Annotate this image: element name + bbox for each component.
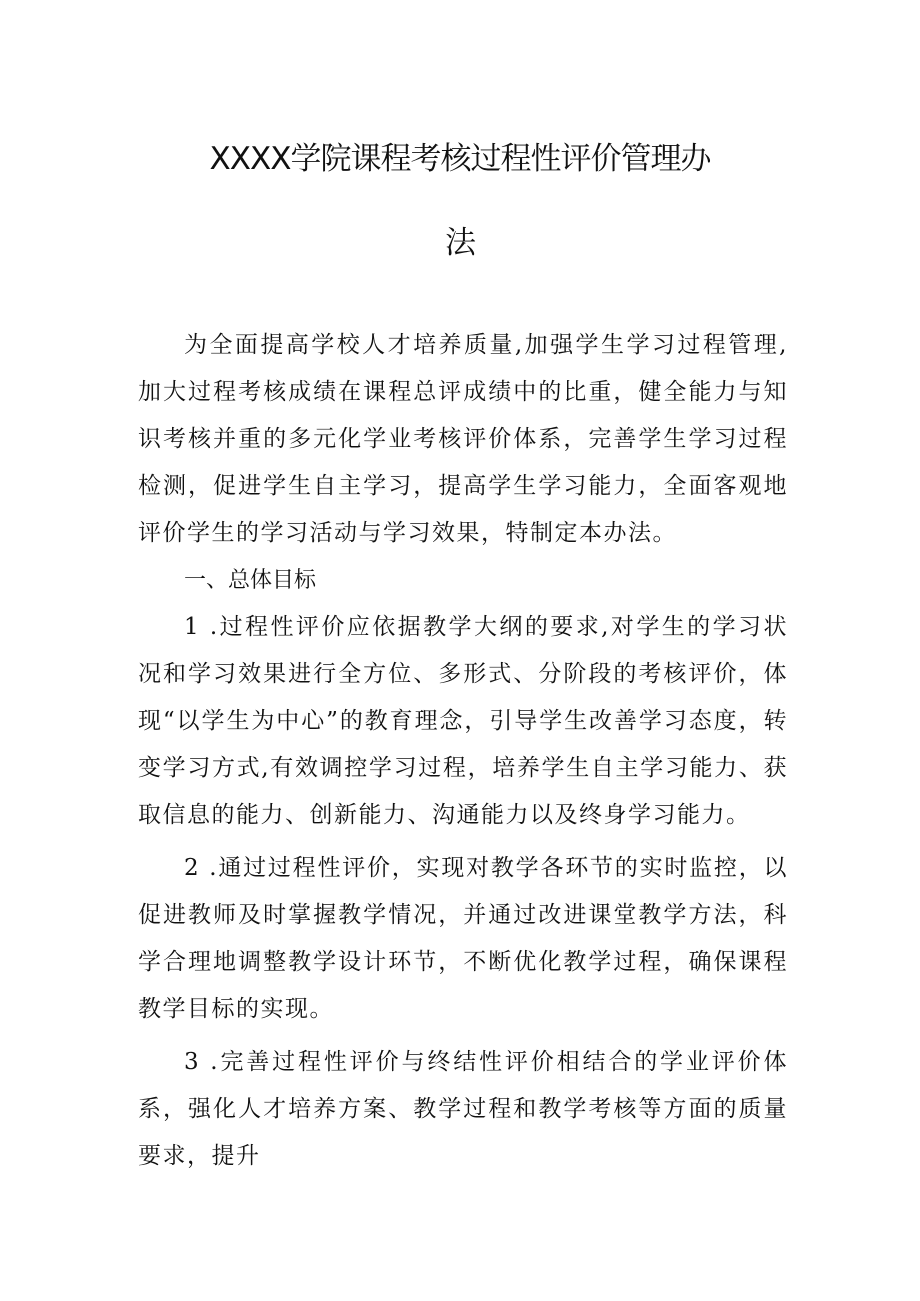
document-title-line1: XXXX学院课程考核过程性评价管理办 bbox=[209, 141, 711, 177]
section-heading-overall-goals: 一、总体目标 bbox=[184, 568, 317, 593]
document-title-line2: 法 bbox=[445, 225, 475, 261]
document-body bbox=[138, 322, 788, 1180]
goal-item-2: 2 .通过过程性评价，实现对教学各环节的实时监控，以促进教师及时掌握教学情况，并通过改进课堂教学方法，科学合理地调整教学设计环节，不断优化教学过程，确保课程教学目标的实现。 bbox=[138, 855, 788, 1022]
goal-item-3: 3 .完善过程性评价与终结性评价相结合的学业评价体系，强化人才培养方案、教学过程和教学考核等方面的质量要求，提升 bbox=[138, 1049, 788, 1169]
goal-item-1: 1 .过程性评价应依据教学大纲的要求,对学生的学习状况和学习效果进行全方位、多形式、分阶段的考核评价，体现“以学生为中心”的教育理念，引导学生改善学习态度，转变学习方式,有效调控学习过程，培养学生自主学习能力、获取信息的能力、创新能力、沟通能力以及终身学习能力。 bbox=[138, 614, 788, 828]
intro-paragraph: 为全面提高学校人才培养质量,加强学生学习过程管理,加大过程考核成绩在课程总评成绩中的比重，健全能力与知识考核并重的多元化学业考核评价体系，完善学生学习过程检测，促进学生自主学习，提高学生学习能力，全面客观地评价学生的学习活动与学习效果，特制定本办法。 bbox=[138, 332, 788, 546]
